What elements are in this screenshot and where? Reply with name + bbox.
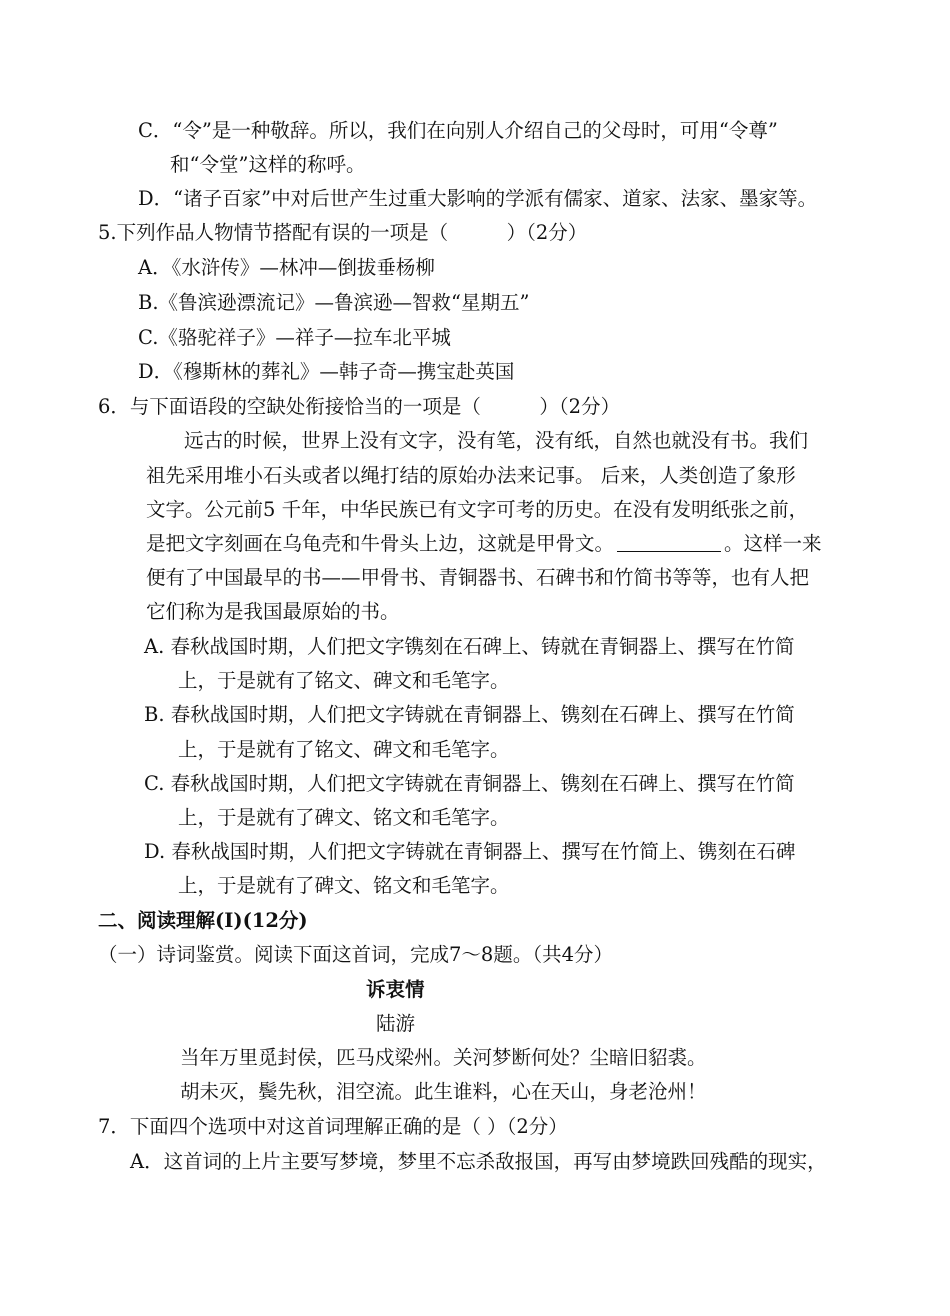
q6-passage-line6: 它们称为是我国最原始的书。 (146, 600, 400, 623)
q6-passage-before-blank: 是把文字刻画在乌龟壳和牛骨头上边，这就是甲骨文。 (146, 532, 615, 555)
q7-option-a: A．这首词的上片主要写梦境，梦里不忘杀敌报国，再写由梦境跌回残酷的现实， (130, 1150, 827, 1173)
poem-line-2: 胡未灭，鬓先秋，泪空流。此生谁料，心在天山，身老沧州！ (180, 1080, 707, 1103)
q6-option-d-line1: D. 春秋战国时期，人们把文字铸就在青铜器上、撰写在竹简上、镌刻在石碑 (144, 840, 796, 863)
q6-passage-line3: 文字。公元前5 千年，中华民族已有文字可考的历史。在没有发明纸张之前， (146, 498, 809, 521)
q5-option-b: B.《鲁滨逊漂流记》—鲁滨逊—智救“星期五” (138, 291, 530, 314)
q5-option-d: D．《穆斯林的葬礼》—韩子奇—携宝赴英国 (138, 360, 515, 383)
q6-passage-line4 (146, 531, 822, 557)
q5-option-a: A．《水浒传》—林冲—倒拔垂杨柳 (138, 256, 435, 279)
section-2-heading: 二、阅读理解(Ⅰ)(12分) (98, 909, 308, 932)
section-2-sub-heading: （一）诗词鉴赏。阅读下面这首词，完成7～8题。（共4分） (98, 943, 613, 966)
q4-option-d: D．“诸子百家”中对后世产生过重大影响的学派有儒家、道家、法家、墨家等。 (138, 187, 818, 210)
q6-answer-blank (617, 531, 721, 552)
q6-passage-line2: 祖先采用堆小石头或者以绳打结的原始办法来记事。 后来，人类创造了象形 (146, 464, 796, 487)
q6-option-a-line1: A. 春秋战国时期，人们把文字镌刻在石碑上、铸就在青铜器上、撰写在竹简 (144, 635, 795, 658)
q7-stem: 7．下面四个选项中对这首词理解正确的是（ ）（2分） (98, 1115, 568, 1138)
q6-option-b-line1: B. 春秋战国时期，人们把文字铸就在青铜器上、镌刻在石碑上、撰写在竹简 (144, 703, 795, 726)
poem-title: 诉衷情 (366, 978, 425, 1001)
q6-stem: 6．与下面语段的空缺处衔接恰当的一项是（ ）（2分） (98, 395, 621, 418)
q6-option-b-line2: 上，于是就有了铭文、碑文和毛笔字。 (178, 738, 510, 761)
q4-option-c-line2: 和“令堂”这样的称呼。 (170, 153, 366, 176)
q5-stem: 5.下列作品人物情节搭配有误的一项是（ ）（2分） (98, 221, 588, 244)
q6-option-a-line2: 上，于是就有了铭文、碑文和毛笔字。 (178, 669, 510, 692)
q6-passage-after-blank: 。这样一来 (724, 532, 822, 555)
q6-option-c-line2: 上，于是就有了碑文、铭文和毛笔字。 (178, 806, 510, 829)
q6-option-d-line2: 上，于是就有了碑文、铭文和毛笔字。 (178, 874, 510, 897)
poem-line-1: 当年万里觅封侯，匹马戍梁州。关河梦断何处？尘暗旧貂裘。 (180, 1046, 707, 1069)
poem-author: 陆游 (376, 1012, 416, 1035)
q6-option-c-line1: C. 春秋战国时期，人们把文字铸就在青铜器上、镌刻在石碑上、撰写在竹简 (144, 772, 795, 795)
q6-passage-line5: 便有了中国最早的书——甲骨书、青铜器书、石碑书和竹简书等等，也有人把 (146, 566, 810, 589)
q4-option-c-line1: C．“令”是一种敬辞。所以，我们在向别人介绍自己的父母时，可用“令尊” (138, 119, 778, 142)
q6-passage-line1: 远古的时候，世界上没有文字，没有笔，没有纸，自然也就没有书。我们 (184, 429, 809, 452)
q5-option-c: C.《骆驼祥子》—祥子—拉车北平城 (138, 326, 451, 349)
